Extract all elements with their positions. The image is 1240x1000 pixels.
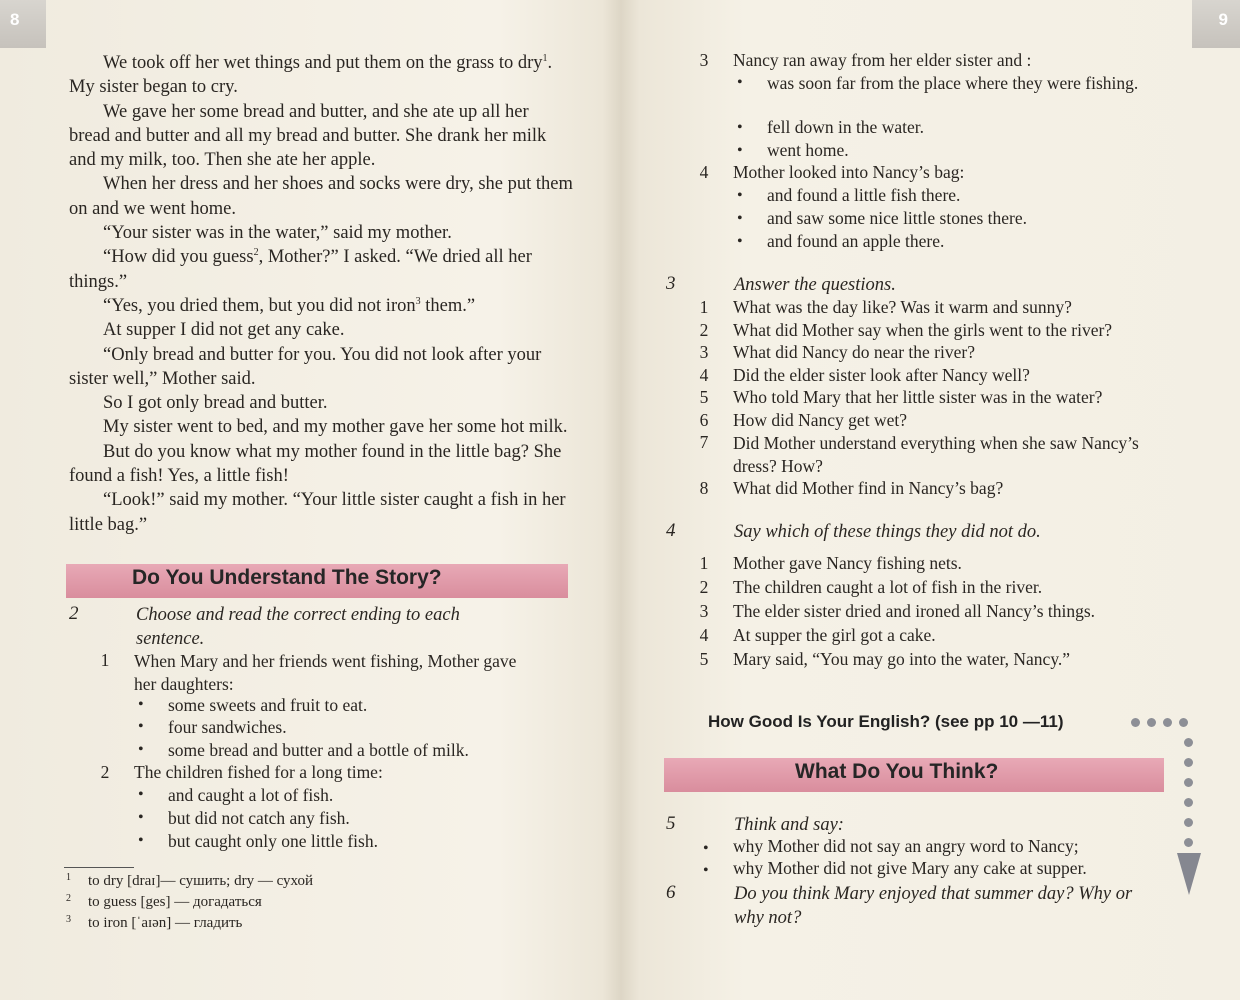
bullet: • — [138, 786, 144, 803]
bullet: • — [138, 696, 144, 713]
story-paragraph: “Look!” said my mother. “Your little sister caught a fish in her little bag.” — [69, 490, 566, 535]
question-text: What did Mother say when the girls went to the river? — [733, 320, 1113, 340]
item-stem: Nancy ran away from her elder sister and : — [733, 50, 1032, 70]
statement-text: Mother gave Nancy fishing nets. — [733, 553, 962, 573]
item-text: why Mother did not say an angry word to Nancy; — [733, 836, 1079, 856]
dot-icon — [1184, 738, 1193, 747]
dot-icon — [1163, 718, 1172, 727]
bullet: • — [138, 832, 144, 849]
statement-text: The children caught a lot of fish in the river. — [733, 577, 1043, 597]
story-paragraph: When her dress and her shoes and socks were dry, she put them on and we went home. — [69, 174, 573, 219]
item-stem: When Mary and her friends went fishing, Mother gave her daughters: — [134, 651, 517, 694]
bullet: • — [703, 862, 709, 879]
bullet: • — [138, 718, 144, 735]
item-number: 2 — [699, 577, 709, 597]
story-paragraph: “Only bread and butter for you. You did not look after your sister well,” Mother said. — [69, 344, 542, 389]
item-number: 7 — [699, 432, 709, 452]
item-number: 5 — [699, 649, 709, 669]
footnote-text: to dry [draɪ]— сушить; dry — сухой — [88, 873, 313, 889]
page-corner-tab — [1192, 0, 1240, 48]
exercise-number: 4 — [666, 520, 676, 541]
section-title: What Do You Think? — [795, 760, 999, 783]
exercise-number: 3 — [666, 273, 676, 294]
option-text: and found an apple there. — [767, 231, 945, 251]
story-paragraph: So I got only bread and butter. — [103, 393, 328, 414]
question-text: Did Mother understand everything when she saw Nancy’s dress? How? — [733, 433, 1139, 476]
exercise-instruction: Think and say: — [734, 815, 844, 835]
item-number: 5 — [699, 387, 709, 407]
footnote-number: 1 — [66, 872, 71, 883]
exercise-instruction: Answer the questions. — [734, 275, 896, 295]
bullet: • — [138, 741, 144, 758]
question-text: What was the day like? Was it warm and sunny? — [733, 297, 1072, 317]
item-stem: Mother looked into Nancy’s bag: — [733, 162, 965, 182]
item-number: 6 — [699, 410, 709, 430]
dot-icon — [1179, 718, 1188, 727]
item-number: 4 — [699, 365, 709, 385]
footnote-divider — [64, 867, 134, 868]
option-text: and saw some nice little stones there. — [767, 208, 1027, 228]
option-text: some sweets and fruit to eat. — [168, 695, 368, 715]
question-text: Who told Mary that her little sister was in the water? — [733, 387, 1103, 407]
page-number: 8 — [10, 10, 20, 29]
question-text: How did Nancy get wet? — [733, 410, 907, 430]
item-number: 8 — [699, 478, 709, 498]
item-number: 4 — [699, 625, 709, 645]
exercise-number: 5 — [666, 813, 676, 834]
item-number: 2 — [699, 320, 709, 340]
bullet: • — [737, 119, 743, 136]
statement-text: The elder sister dried and ironed all Nancy’s things. — [733, 601, 1096, 621]
question-text: What did Mother find in Nancy’s bag? — [733, 478, 1004, 498]
item-stem: The children fished for a long time: — [134, 762, 383, 782]
item-number: 1 — [699, 553, 709, 573]
dot-icon — [1184, 838, 1193, 847]
option-text: some bread and butter and a bottle of milk. — [168, 740, 469, 760]
option-text: four sandwiches. — [168, 717, 287, 737]
item-number: 1 — [100, 650, 110, 670]
footnote-text: to iron [ˈaɪən] — гладить — [88, 915, 243, 931]
bullet: • — [703, 840, 709, 857]
question-text: Did the elder sister look after Nancy well? — [733, 365, 1030, 385]
story-text — [69, 51, 573, 537]
footnote-text: to guess [ges] — догадаться — [88, 894, 262, 910]
item-text: why Mother did not give Mary any cake at supper. — [733, 858, 1087, 878]
footnote-number: 3 — [66, 914, 71, 925]
option-text: but caught only one little fish. — [168, 831, 378, 851]
item-number: 2 — [100, 762, 110, 782]
story-paragraph: “Yes, you dried them, but you did not iron$^3$ them.” — [103, 295, 476, 316]
exercise-instruction: Say which of these things they did not do. — [734, 522, 1041, 542]
story-paragraph: “Your sister was in the water,” said my mother. — [103, 223, 452, 244]
dot-icon — [1147, 718, 1156, 727]
arrow-down-icon — [1177, 853, 1201, 895]
bullet: • — [737, 142, 743, 159]
option-text: but did not catch any fish. — [168, 808, 350, 828]
item-number: 3 — [699, 342, 709, 362]
dot-icon — [1184, 798, 1193, 807]
item-number: 3 — [699, 601, 709, 621]
statement-text: At supper the girl got a cake. — [733, 625, 936, 645]
story-paragraph: At supper I did not get any cake. — [103, 320, 345, 341]
story-paragraph: But do you know what my mother found in the little bag? She found a fish! Yes, a little fish! — [69, 441, 562, 487]
bullet: • — [737, 233, 743, 250]
dot-icon — [1184, 758, 1193, 767]
dot-icon — [1184, 818, 1193, 827]
statement-text: Mary said, “You may go into the water, Nancy.” — [733, 649, 1071, 669]
dot-icon — [1131, 718, 1140, 727]
dot-icon — [1184, 778, 1193, 787]
story-paragraph: We gave her some bread and butter, and she ate up all her bread and butter and all my bread and butter. She drank her milk and my milk, too. Then she ate her apple. — [69, 101, 547, 171]
bullet: • — [737, 210, 743, 227]
page-number: 9 — [1218, 10, 1228, 29]
question-text: What did Nancy do near the river? — [733, 342, 975, 362]
option-text: fell down in the water. — [767, 117, 924, 137]
item-number: 1 — [699, 297, 709, 317]
item-number: 3 — [699, 50, 709, 70]
option-text: went home. — [767, 140, 849, 160]
story-paragraph: We took off her wet things and put them on the grass to dry$^1$. My sister began to cry. — [69, 52, 553, 98]
bullet: • — [737, 187, 743, 204]
option-text: was soon far from the place where they were fishing. — [767, 73, 1139, 93]
footnote-number: 2 — [66, 893, 71, 904]
bullet: • — [737, 74, 743, 91]
section-title: Do You Understand The Story? — [132, 566, 442, 589]
exercise-instruction: Choose and read the correct ending to each sentence. — [136, 605, 460, 649]
exercise-question: Do you think Mary enjoyed that summer day? Why or why not? — [734, 884, 1133, 928]
story-paragraph: My sister went to bed, and my mother gave her some hot milk. — [103, 417, 568, 438]
bullet: • — [138, 809, 144, 826]
how-good-is-your-english-link[interactable]: How Good Is Your English? (see pp 10 —11) — [708, 712, 1064, 731]
exercise-number: 2 — [69, 603, 79, 624]
item-number: 4 — [699, 162, 709, 182]
option-text: and found a little fish there. — [767, 185, 961, 205]
story-paragraph: “How did you guess$^2$, Mother?” I asked. “We dried all her things.” — [69, 247, 532, 292]
exercise-number: 6 — [666, 882, 676, 903]
page-corner-tab — [0, 0, 46, 48]
option-text: and caught a lot of fish. — [168, 785, 334, 805]
